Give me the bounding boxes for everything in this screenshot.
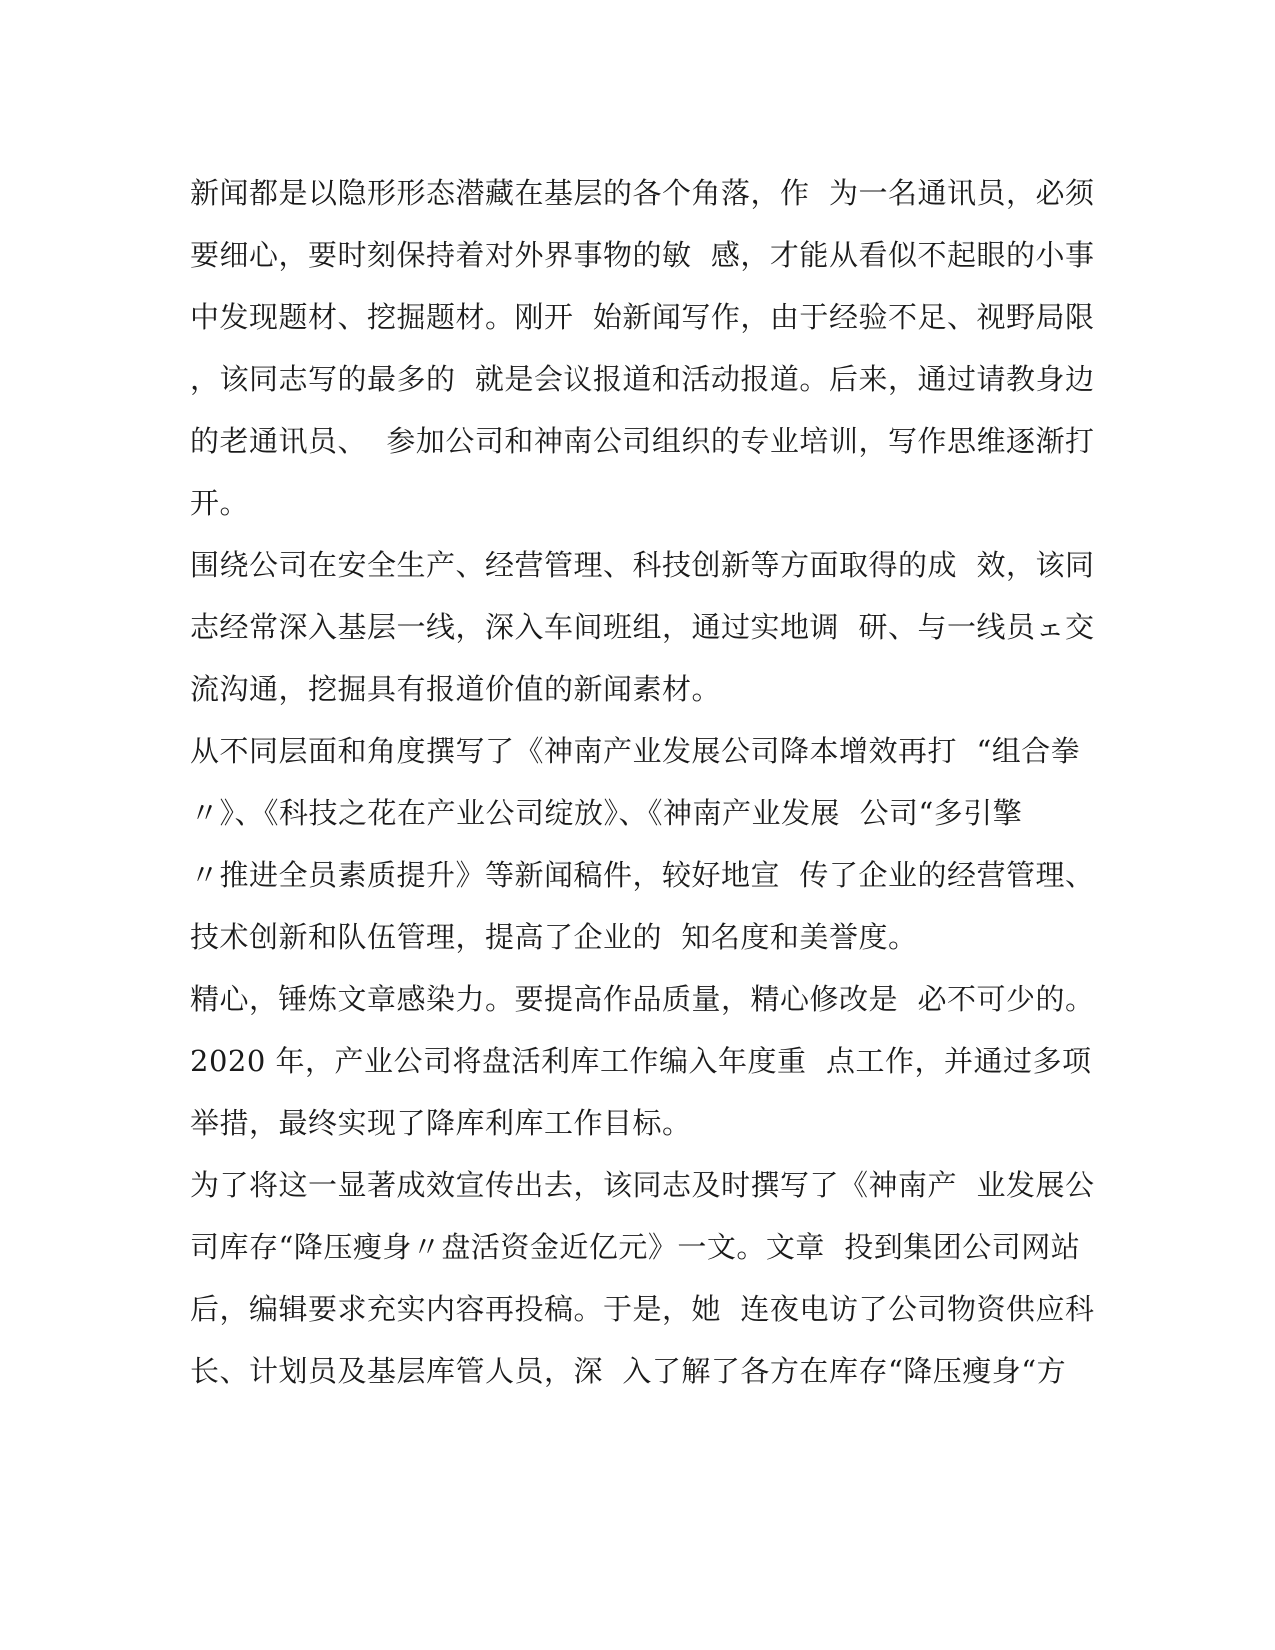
- text-line: 从不同层面和角度撰写了《神南产业发展公司降本增效再打 “组合拳: [190, 734, 1081, 768]
- text-line: 司库存“降压瘦身〃盘活资金近亿元》一文。文章 投到集团公司网站: [190, 1230, 1081, 1264]
- text-line: 为了将这一显著成效宣传出去，该同志及时撰写了《神南产 业发展公: [190, 1168, 1095, 1202]
- text-line: 长、计划员及基层库管人员，深 入了解了各方在库存“降压瘦身“方: [190, 1354, 1067, 1388]
- text-line: 精心，锤炼文章感染力。要提高作品质量，精心修改是 必不可少的。: [190, 982, 1095, 1016]
- text-line: 举措，最终实现了降库利库工作目标。: [190, 1106, 692, 1140]
- text-line: 流沟通，挖掘具有报道价值的新闻素材。: [190, 672, 722, 706]
- document-body: [190, 162, 1095, 1402]
- text-line: ，该同志写的最多的 就是会议报道和活动报道。后来，通过请教身边: [190, 362, 1095, 396]
- text-line: 新闻都是以隐形形态潜藏在基层的各个角落，作 为一名通讯员，必须: [190, 176, 1095, 210]
- text-line: 开。: [190, 486, 250, 520]
- text-line: 〃》、《科技之花在产业公司绽放》、《神南产业发展 公司“多引擎: [190, 796, 1023, 830]
- text-line: 要细心，要时刻保持着对外界事物的敏 感，才能从看似不起眼的小事: [190, 238, 1095, 272]
- text-line: 技术创新和队伍管理，提高了企业的 知名度和美誉度。: [190, 920, 918, 954]
- text-line: 后，编辑要求充实内容再投稿。于是，她 连夜电访了公司物资供应科: [190, 1292, 1095, 1326]
- text-line: 志经常深入基层一线，深入车间班组，通过实地调 研、与一线员ェ交: [190, 610, 1095, 644]
- text-line: 2020 年，产业公司将盘活利库工作编入年度重 点工作，并通过多项: [190, 1044, 1092, 1078]
- text-line: 〃推进全员素质提升》等新闻稿件，较好地宣 传了企业的经营管理、: [190, 858, 1095, 892]
- text-line: 围绕公司在安全生产、经营管理、科技创新等方面取得的成 效，该同: [190, 548, 1095, 582]
- text-line: 的老通讯员、 参加公司和神南公司组织的专业培训，写作思维逐渐打: [190, 424, 1095, 458]
- text-line: 中发现题材、挖掘题材。刚开 始新闻写作，由于经验不足、视野局限: [190, 300, 1095, 334]
